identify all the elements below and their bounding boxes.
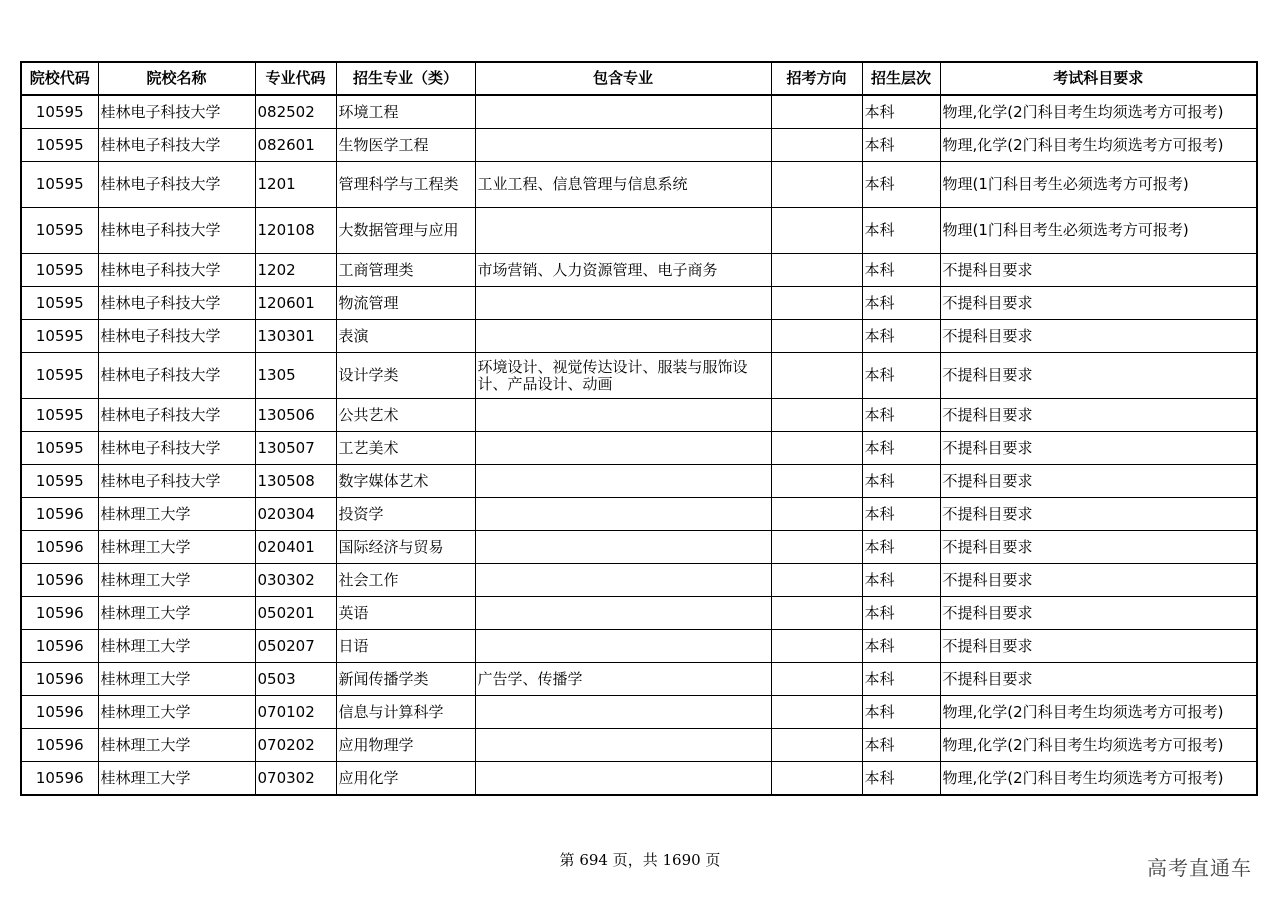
- cell-direction: [771, 208, 862, 254]
- cell-level: 本科: [862, 320, 940, 353]
- cell-direction: [771, 663, 862, 696]
- cell-school-name: 桂林电子科技大学: [98, 254, 255, 287]
- table-row: [21, 353, 1257, 399]
- cell-direction: [771, 498, 862, 531]
- cell-includes: [475, 762, 771, 796]
- cell-level: 本科: [862, 162, 940, 208]
- cell-level: 本科: [862, 432, 940, 465]
- cell-major: 设计学类: [336, 353, 475, 399]
- cell-major-code: 082601: [255, 129, 336, 162]
- cell-level: 本科: [862, 597, 940, 630]
- cell-includes: 市场营销、人力资源管理、电子商务: [475, 254, 771, 287]
- cell-major-code: 1305: [255, 353, 336, 399]
- table-row: [21, 287, 1257, 320]
- table-row: [21, 531, 1257, 564]
- cell-includes: [475, 465, 771, 498]
- table-row: [21, 696, 1257, 729]
- cell-requirement: 不提科目要求: [940, 663, 1257, 696]
- cell-major-code: 1201: [255, 162, 336, 208]
- watermark: 高考直通车: [1147, 856, 1252, 880]
- header-row: [21, 62, 1257, 95]
- cell-major-code: 020401: [255, 531, 336, 564]
- cell-includes: [475, 129, 771, 162]
- cell-requirement: 物理,化学(2门科目考生均须选考方可报考): [940, 729, 1257, 762]
- cell-major-code: 070302: [255, 762, 336, 796]
- table-header: [21, 62, 1257, 95]
- cell-includes: 广告学、传播学: [475, 663, 771, 696]
- cell-includes: 环境设计、视觉传达设计、服装与服饰设计、产品设计、动画: [475, 353, 771, 399]
- cell-direction: [771, 399, 862, 432]
- cell-includes: [475, 320, 771, 353]
- cell-includes: [475, 696, 771, 729]
- cell-major: 工商管理类: [336, 254, 475, 287]
- cell-direction: [771, 762, 862, 796]
- cell-major: 公共艺术: [336, 399, 475, 432]
- cell-school-name: 桂林电子科技大学: [98, 320, 255, 353]
- cell-school-name: 桂林理工大学: [98, 696, 255, 729]
- cell-requirement: 物理(1门科目考生必须选考方可报考): [940, 162, 1257, 208]
- cell-major: 物流管理: [336, 287, 475, 320]
- cell-level: 本科: [862, 465, 940, 498]
- page-number: 第 694 页，共 1690 页: [559, 851, 721, 869]
- cell-school-name: 桂林理工大学: [98, 498, 255, 531]
- cell-level: 本科: [862, 696, 940, 729]
- cell-school-name: 桂林理工大学: [98, 663, 255, 696]
- cell-school-code: 10596: [21, 564, 98, 597]
- cell-requirement: 不提科目要求: [940, 254, 1257, 287]
- table-row: [21, 320, 1257, 353]
- cell-includes: [475, 208, 771, 254]
- cell-school-name: 桂林理工大学: [98, 531, 255, 564]
- cell-school-code: 10596: [21, 630, 98, 663]
- cell-major: 环境工程: [336, 95, 475, 129]
- cell-direction: [771, 465, 862, 498]
- table-row: [21, 129, 1257, 162]
- cell-major-code: 0503: [255, 663, 336, 696]
- cell-school-name: 桂林电子科技大学: [98, 95, 255, 129]
- cell-school-name: 桂林电子科技大学: [98, 287, 255, 320]
- cell-major-code: 120108: [255, 208, 336, 254]
- cell-school-code: 10596: [21, 597, 98, 630]
- cell-level: 本科: [862, 287, 940, 320]
- cell-level: 本科: [862, 353, 940, 399]
- cell-school-name: 桂林电子科技大学: [98, 432, 255, 465]
- cell-school-code: 10595: [21, 465, 98, 498]
- table-row: [21, 162, 1257, 208]
- table-row: [21, 729, 1257, 762]
- cell-school-code: 10595: [21, 129, 98, 162]
- cell-direction: [771, 564, 862, 597]
- cell-includes: [475, 287, 771, 320]
- cell-major-code: 050201: [255, 597, 336, 630]
- cell-level: 本科: [862, 129, 940, 162]
- table-row: [21, 399, 1257, 432]
- cell-level: 本科: [862, 254, 940, 287]
- cell-major: 信息与计算科学: [336, 696, 475, 729]
- cell-requirement: 物理,化学(2门科目考生均须选考方可报考): [940, 762, 1257, 796]
- cell-requirement: 不提科目要求: [940, 564, 1257, 597]
- cell-school-code: 10596: [21, 696, 98, 729]
- cell-school-name: 桂林电子科技大学: [98, 162, 255, 208]
- cell-major: 国际经济与贸易: [336, 531, 475, 564]
- cell-direction: [771, 162, 862, 208]
- cell-school-code: 10596: [21, 663, 98, 696]
- cell-major-code: 082502: [255, 95, 336, 129]
- cell-school-name: 桂林理工大学: [98, 597, 255, 630]
- cell-direction: [771, 531, 862, 564]
- cell-school-code: 10595: [21, 432, 98, 465]
- cell-major: 应用化学: [336, 762, 475, 796]
- cell-major: 英语: [336, 597, 475, 630]
- table-row: [21, 663, 1257, 696]
- cell-school-code: 10595: [21, 208, 98, 254]
- cell-level: 本科: [862, 564, 940, 597]
- table-row: [21, 597, 1257, 630]
- cell-requirement: 不提科目要求: [940, 399, 1257, 432]
- table-row: [21, 95, 1257, 129]
- header-includes: 包含专业: [475, 62, 771, 95]
- cell-level: 本科: [862, 762, 940, 796]
- cell-school-code: 10596: [21, 762, 98, 796]
- cell-major-code: 130508: [255, 465, 336, 498]
- cell-major: 大数据管理与应用: [336, 208, 475, 254]
- cell-major-code: 070102: [255, 696, 336, 729]
- cell-direction: [771, 729, 862, 762]
- header-level: 招生层次: [862, 62, 940, 95]
- cell-requirement: 物理,化学(2门科目考生均须选考方可报考): [940, 95, 1257, 129]
- cell-major-code: 050207: [255, 630, 336, 663]
- cell-major: 数字媒体艺术: [336, 465, 475, 498]
- cell-major-code: 130506: [255, 399, 336, 432]
- cell-direction: [771, 696, 862, 729]
- cell-requirement: 物理,化学(2门科目考生均须选考方可报考): [940, 696, 1257, 729]
- cell-level: 本科: [862, 630, 940, 663]
- cell-major-code: 070202: [255, 729, 336, 762]
- table-row: [21, 630, 1257, 663]
- header-school-code: 院校代码: [21, 62, 98, 95]
- cell-school-name: 桂林电子科技大学: [98, 353, 255, 399]
- cell-level: 本科: [862, 498, 940, 531]
- cell-direction: [771, 287, 862, 320]
- cell-includes: [475, 399, 771, 432]
- cell-requirement: 不提科目要求: [940, 531, 1257, 564]
- cell-major: 投资学: [336, 498, 475, 531]
- cell-major: 新闻传播学类: [336, 663, 475, 696]
- cell-major: 社会工作: [336, 564, 475, 597]
- table-body: [21, 95, 1257, 795]
- cell-school-code: 10595: [21, 353, 98, 399]
- cell-level: 本科: [862, 399, 940, 432]
- header-direction: 招考方向: [771, 62, 862, 95]
- cell-includes: [475, 432, 771, 465]
- table-row: [21, 254, 1257, 287]
- cell-school-code: 10595: [21, 399, 98, 432]
- header-major-code: 专业代码: [255, 62, 336, 95]
- cell-includes: [475, 564, 771, 597]
- cell-school-name: 桂林理工大学: [98, 762, 255, 796]
- cell-major: 管理科学与工程类: [336, 162, 475, 208]
- cell-direction: [771, 254, 862, 287]
- header-major: 招生专业（类）: [336, 62, 475, 95]
- cell-major: 工艺美术: [336, 432, 475, 465]
- header-school-name: 院校名称: [98, 62, 255, 95]
- cell-requirement: 不提科目要求: [940, 353, 1257, 399]
- cell-requirement: 物理(1门科目考生必须选考方可报考): [940, 208, 1257, 254]
- cell-requirement: 物理,化学(2门科目考生均须选考方可报考): [940, 129, 1257, 162]
- cell-direction: [771, 597, 862, 630]
- cell-includes: [475, 630, 771, 663]
- cell-direction: [771, 320, 862, 353]
- cell-includes: [475, 95, 771, 129]
- cell-requirement: 不提科目要求: [940, 465, 1257, 498]
- cell-requirement: 不提科目要求: [940, 320, 1257, 353]
- cell-direction: [771, 630, 862, 663]
- cell-school-code: 10596: [21, 498, 98, 531]
- cell-major-code: 020304: [255, 498, 336, 531]
- cell-major: 日语: [336, 630, 475, 663]
- cell-school-name: 桂林理工大学: [98, 630, 255, 663]
- cell-major: 应用物理学: [336, 729, 475, 762]
- cell-level: 本科: [862, 663, 940, 696]
- cell-requirement: 不提科目要求: [940, 287, 1257, 320]
- cell-includes: [475, 498, 771, 531]
- cell-requirement: 不提科目要求: [940, 597, 1257, 630]
- admissions-table: [20, 61, 1258, 796]
- cell-level: 本科: [862, 531, 940, 564]
- cell-direction: [771, 432, 862, 465]
- cell-includes: [475, 729, 771, 762]
- table-row: [21, 465, 1257, 498]
- cell-school-name: 桂林电子科技大学: [98, 129, 255, 162]
- cell-school-code: 10595: [21, 95, 98, 129]
- table-row: [21, 762, 1257, 796]
- table-row: [21, 208, 1257, 254]
- cell-direction: [771, 95, 862, 129]
- cell-requirement: 不提科目要求: [940, 432, 1257, 465]
- cell-includes: [475, 531, 771, 564]
- cell-major-code: 130301: [255, 320, 336, 353]
- header-requirement: 考试科目要求: [940, 62, 1257, 95]
- cell-school-name: 桂林电子科技大学: [98, 465, 255, 498]
- cell-major-code: 120601: [255, 287, 336, 320]
- cell-includes: [475, 597, 771, 630]
- cell-school-code: 10595: [21, 320, 98, 353]
- table-row: [21, 564, 1257, 597]
- cell-school-code: 10595: [21, 254, 98, 287]
- cell-level: 本科: [862, 95, 940, 129]
- cell-school-name: 桂林理工大学: [98, 564, 255, 597]
- cell-major-code: 1202: [255, 254, 336, 287]
- cell-major-code: 130507: [255, 432, 336, 465]
- cell-school-name: 桂林理工大学: [98, 729, 255, 762]
- cell-school-name: 桂林电子科技大学: [98, 208, 255, 254]
- table-row: [21, 432, 1257, 465]
- cell-school-name: 桂林电子科技大学: [98, 399, 255, 432]
- cell-requirement: 不提科目要求: [940, 630, 1257, 663]
- cell-school-code: 10596: [21, 729, 98, 762]
- cell-level: 本科: [862, 729, 940, 762]
- cell-school-code: 10595: [21, 287, 98, 320]
- cell-level: 本科: [862, 208, 940, 254]
- cell-includes: 工业工程、信息管理与信息系统: [475, 162, 771, 208]
- cell-major: 生物医学工程: [336, 129, 475, 162]
- cell-school-code: 10596: [21, 531, 98, 564]
- cell-direction: [771, 353, 862, 399]
- cell-requirement: 不提科目要求: [940, 498, 1257, 531]
- table-row: [21, 498, 1257, 531]
- cell-school-code: 10595: [21, 162, 98, 208]
- cell-major-code: 030302: [255, 564, 336, 597]
- cell-major: 表演: [336, 320, 475, 353]
- cell-direction: [771, 129, 862, 162]
